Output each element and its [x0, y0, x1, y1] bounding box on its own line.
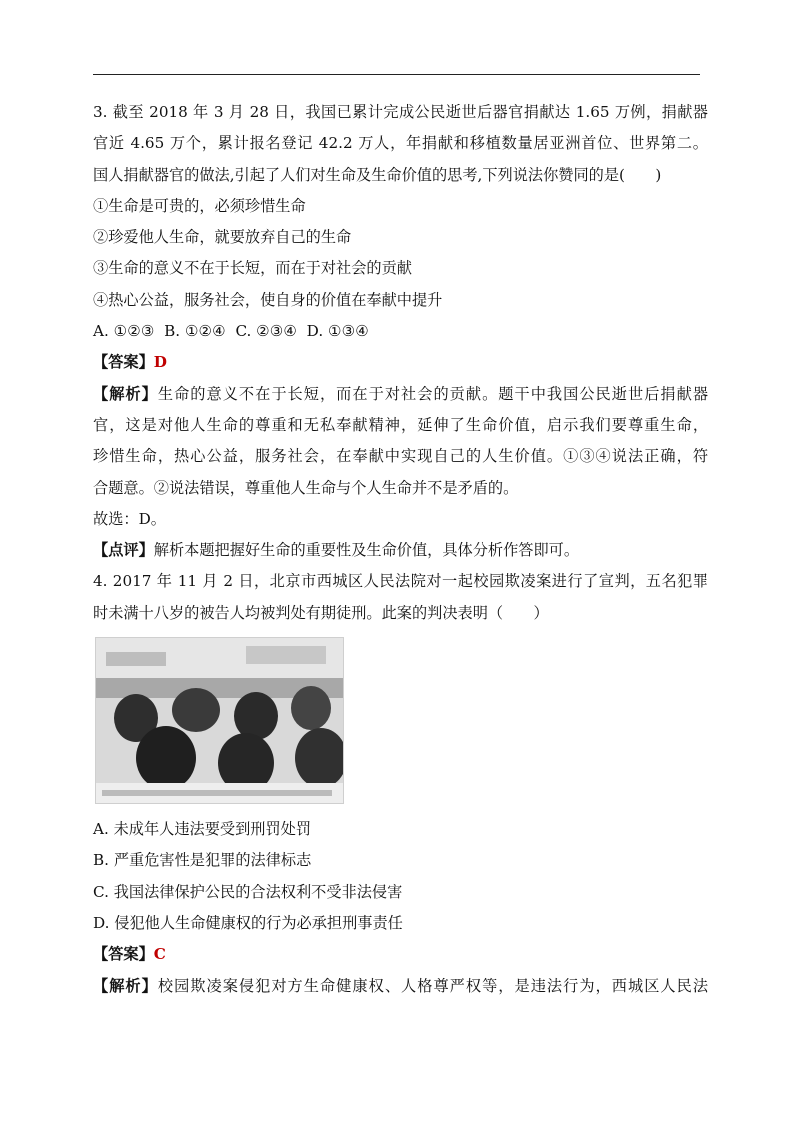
q3-stem-line: 3. 截至 2018 年 3 月 28 日，我国已累计完成公民逝世后器官捐献达 1.65 万例，捐献器: [93, 103, 708, 121]
answer-tag: 【答案】: [93, 945, 154, 964]
q3-options: A. ①②③ B. ①②④ C. ②③④ D. ①③④: [93, 322, 369, 341]
page-content: [93, 97, 708, 1002]
analysis-tag: 【解析】: [93, 976, 158, 995]
courtroom-photo: [95, 637, 344, 804]
comment-text: 解析本题把握好生命的重要性及生命价值，具体分析作答即可。: [153, 541, 579, 560]
q4-stem-line: 4. 2017 年 11 月 2 日，北京市西城区人民法院对一起校园欺凌案进行了宣判，五名犯罪: [93, 572, 708, 591]
q3-statement: ④热心公益，服务社会，使自身的价值在奉献中提升: [93, 290, 443, 309]
q3-analysis-line: 合题意。②说法错误，尊重他人生命与个人生命并不是矛盾的。: [93, 478, 519, 497]
analysis-tag: 【解析】: [93, 384, 158, 403]
q3-analysis-line: 珍惜生命，热心公益，服务社会，在奉献中实现自己的人生价值。①③④说法正确，符: [93, 447, 708, 466]
analysis-text: 生命的意义不在于长短，而在于对社会的贡献。题干中我国公民逝世后捐献器: [157, 384, 709, 403]
q3-statement: ②珍爱他人生命，就要放弃自己的生命: [93, 228, 352, 247]
q3-statement: ①生命是可贵的，必须珍惜生命: [93, 196, 306, 215]
q4-stem-line: 时未满十八岁的被告人均被判处有期徒刑。此案的判决表明（ ）: [93, 603, 549, 622]
analysis-text: 校园欺凌案侵犯对方生命健康权、人格尊严权等，是违法行为，西城区人民法: [157, 976, 709, 995]
q3-answer-line: [93, 347, 708, 378]
q3-choose: 故选：D。: [93, 509, 166, 528]
q3-analysis-line: [93, 379, 708, 410]
q4-option: C. 我国法律保护公民的合法权利不受非法侵害: [93, 882, 403, 901]
q3-stem-line: 国人捐献器官的做法,引起了人们对生命及生命价值的思考,下列说法你赞同的是( ): [93, 165, 662, 184]
q4-analysis-line: [93, 971, 708, 1002]
q3-statement: ③生命的意义不在于长短，而在于对社会的贡献: [93, 259, 412, 278]
q4-answer-line: [93, 939, 708, 970]
q4-option: B. 严重危害性是犯罪的法律标志: [93, 851, 312, 870]
header-rule: [93, 74, 700, 75]
q3-stem-line: 官近 4.65 万个，累计报名登记 42.2 万人，年捐献和移植数量居亚洲首位、世界第二。: [93, 134, 708, 153]
answer-value: D: [153, 353, 167, 372]
q3-analysis-line: 官，这是对他人生命的尊重和无私奉献精神，延伸了生命价值，启示我们要尊重生命，: [93, 415, 708, 434]
courtroom-photo-image: [96, 638, 343, 803]
comment-tag: 【点评】: [93, 541, 154, 560]
answer-value: C: [153, 945, 166, 964]
q3-comment-line: [93, 535, 708, 566]
q4-option: A. 未成年人违法要受到刑罚处罚: [93, 820, 312, 839]
q4-option: D. 侵犯他人生命健康权的行为必承担刑事责任: [93, 913, 403, 932]
answer-tag: 【答案】: [93, 353, 154, 372]
